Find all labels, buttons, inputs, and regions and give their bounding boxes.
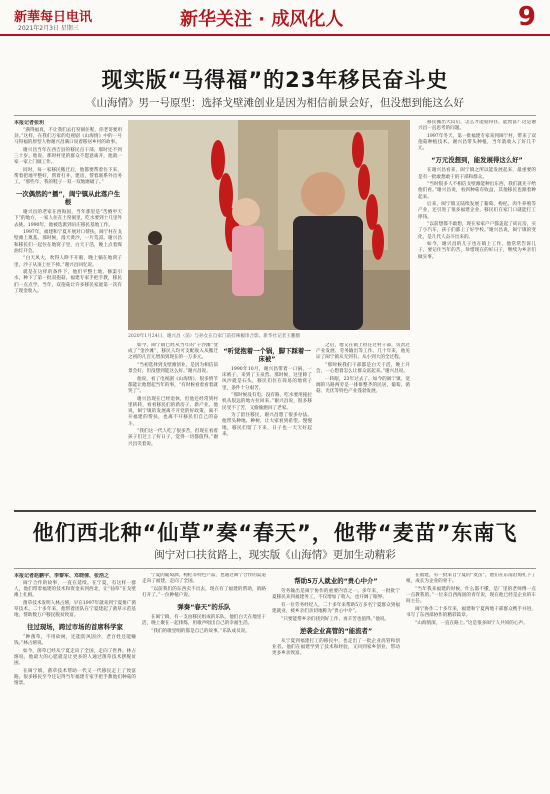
paragraph: “种菌草，不用砍树，还能防风固沙，老百姓还能赚钱。”林占熺说。 [14, 635, 136, 647]
newspaper-name: 新華每日电讯 [14, 10, 93, 25]
section-title: 新华关注 · 成风化人 [180, 9, 344, 30]
paragraph: 后来，闽宁镇又陆续发展了葡萄、枸杞、肉牛养殖等产业，还引进了很多福建企业，移民们在家门口就能打工挣钱。 [418, 202, 536, 220]
page-number: 9 [517, 2, 536, 32]
paragraph: 移民搬出大山后，怎么才能稳得住、能致富？这是谢兴昌一直思考的问题。 [418, 120, 536, 132]
paragraph: 1997年，福建和宁夏开展对口帮扶，闽宁村在戈壁滩上奠基。那时候，漫天黄沙，一片荒凉。谢兴昌和移民们一起住在地窝子里，白天干活，晚上点着煤油灯开会。 [14, 230, 122, 254]
article2-column-1 [14, 573, 136, 788]
paragraph: 就是在这样的条件下，他们平整土地、修渠引水，种下了第一批双孢菇。福建专家手把手教，移民们一点点学。当年，双孢菇让许多移民家庭第一次有了现金收入。 [14, 270, 122, 294]
article1-column-5 [418, 120, 536, 505]
paragraph: 闽宁合作的故事，一直在延续。在宁夏，有这样一群人，他们带着福建的技术和资金来到西北，让“仙草”在戈壁滩上扎根。 [14, 580, 136, 598]
paragraph: 宁夏的葡萄酒、枸杞等特色产品，也通过闽宁合作的渠道走向了福建，走向了全国。 [142, 573, 266, 585]
article1-column-3 [222, 343, 312, 508]
article1-subhead-3: “万元没想到，能发展得这么好” [431, 156, 523, 165]
paragraph: 从宁夏到福建打工的移民中，也走出了一批企业高管和创业者。他们在福建学到了技术和经验，又回到家乡创业，带动更多乡亲致富。 [272, 638, 400, 657]
paragraph: 在闽宁镇，菌草技术帮助一代又一代移民走上了致富路。很多移民至今还记得当年福建专家手把手教他们种菇的情景。 [14, 669, 136, 687]
paragraph: 谢兴昌现在已经退休，但他还经常到村里转转，看看移民们的新房子、新产业。他说，闽宁镇的发展离不开党的好政策，离不开福建的帮扶，也离不开移民们自己的奋斗。 [128, 396, 218, 427]
paragraph: 1997年冬天，第一批福建专家来到闽宁村，带来了双孢菇种植技术。谢兴昌带头种植，当年就收入了好几千元。 [418, 133, 536, 152]
paragraph: 在闽宁镇，有一支由移民组成的乐队。他们白天在地里干活，晚上聚在一起排练，用歌声唱出自己的幸福生活。 [142, 615, 266, 627]
paragraph: 在福建，有一批来自宁夏的“麦苗”，他们在东南沿海扎下了根，成长为企业的骨干。 [406, 573, 536, 585]
paragraph: 谢兴昌当年在西吉县的移民点干部，那时还不到三十岁。他说，那时村里的群众不愿意离开，他就一家一家上门做工作。 [14, 147, 122, 165]
paragraph: “当初选择到戈壁滩创业，是因为相信前景会好，但没想到能这么好。”谢兴昌说。 [128, 363, 218, 375]
article2-subhead-4: 逆袭企业高管的“能流者” [299, 626, 373, 635]
article1-byline: 本报记者张玥 [14, 120, 45, 126]
paragraph: 劳务输出是闽宁协作的重要内容之一。多年来，一批批宁夏移民来到福建务工，不仅增加了收入，也开阔了眼界。 [272, 589, 400, 601]
article1-subheadline: 《山海情》男一号原型：选择戈壁滩创业是因为相信前景会好，但没想到能这么好 [86, 97, 464, 109]
paragraph: 之后，他又在镇上担任过村干部，负责过产业发展、劳务输出等工作。几十年来，他见证了闽宁镇从无到有、从小到大的全过程。 [316, 343, 410, 361]
issue-date: 2021年2月3日 星期三 [18, 25, 79, 32]
paragraph: “只要能帮乡亲们找到好工作，再辛苦也值得。”他说。 [281, 616, 390, 622]
paragraph: “山海情深，一直在路上。”这是很多闽宁人共同的心声。 [415, 620, 528, 626]
paragraph: 有一位劳务经纪人，二十多年来帮助5万多名宁夏群众到福建就业，被乡亲们亲切地称为“贵心中介”。 [272, 602, 400, 614]
divider [14, 115, 536, 116]
article1-column-1 [14, 120, 122, 505]
article2-headline: 他们西北种“仙草”奏“春天”，他带“麦苗”东南飞 [32, 521, 518, 545]
masthead [0, 0, 550, 36]
article2-column-4 [406, 573, 536, 788]
paragraph: “当年我来福建的时候，什么都不懂，是厂里的老师傅一点一点教我的。”一位来自西海固的青年说，现在他已经是企业的车间主任。 [406, 586, 536, 605]
paragraph: 在谢兴昌看来，闽宁镇之所以能发展起来，最重要的是有一批敢想敢干的干部和群众。 [418, 168, 536, 180]
article2-subhead-3: 帮助5万人就业的“贵心中介” [294, 577, 378, 585]
paragraph: “以前想都不敢想，现在家家户户都盖起了砖瓦房，买了小汽车，孩子们都上了好学校。”谢兴昌说，闽宁镇的变化，是几代人奋斗出来的。 [418, 222, 536, 240]
article1-subhead-1: 一次偶然的“播”，闽宁镇从此落户生根 [15, 190, 121, 207]
paragraph: 如今，谢兴昌的儿子也在镇上工作。他常常告诉儿子，要记住当年的苦，珍惜现在的好日子，继续为乡亲们做实事。 [418, 242, 536, 260]
paragraph: “那时候我们干部都是白天干活，晚上开会，一心想着怎么让群众富起来。”谢兴昌说。 [316, 363, 410, 375]
article2-subhead-2: 弹奏“春天”的乐队 [177, 603, 231, 612]
paragraph: 菌草技术发明人林占熺，早在1997年就来到宁夏推广菌草技术。二十多年来，他带着团队在宁夏建起了菌草示范基地，帮助数万户移民脱贫致富。 [14, 600, 136, 618]
article2-subhead-1: 往过现场，跨过市场的首席科学家 [27, 623, 123, 632]
paragraph: 闽宁协作二十多年来，福建和宁夏两地干部群众携手并进，书写了东西部协作的精彩篇章。 [406, 606, 536, 618]
paragraph: “白天风大，吹得人睁不开眼，晚上躺在地窝子里，沙子从顶上往下掉。”谢兴昌回忆说。 [14, 256, 122, 268]
paragraph: 一转眼，23年过去了。如今的闽宁镇，宽阔的马路两旁是一排排整齐的民居，葡萄、菌菇、光伏等特色产业蓬勃发展。 [316, 376, 410, 395]
article1-column-4 [316, 343, 410, 508]
paragraph: “我们这一代人吃了很多苦，但现在看着孩子们过上了好日子，觉得一切都值得。”谢兴昌笑着说。 [128, 429, 218, 447]
article1-column-2 [128, 343, 218, 508]
paragraph: 如今，闽宁镇已经从当年的“干沙滩”变成了“金沙滩”，移民人均可支配收入从搬迁之初的几百元增加到现在的一万多元。 [128, 343, 218, 361]
divider [14, 510, 536, 512]
paragraph: 他说，看了电视剧《山海情》，很多情节都能让他想起当年的事，“有时候看着看着就哭了”。 [128, 376, 218, 395]
paragraph: “我们的歌里唱的都是自己的故事。”乐队成员说。 [151, 629, 250, 634]
article2-column-2 [142, 573, 266, 788]
article1-headline: 现实版“马得福”的23年移民奋斗史 [101, 68, 449, 92]
divider [14, 568, 536, 569]
article1-photo [128, 120, 410, 330]
article1-subhead-2: “听觉抱着一个锅，脚下踩着一床被” [223, 347, 311, 363]
paragraph: “当时很多人不相信戈壁滩能种出东西，我们就先干给他们看。”谢兴昌说，看到种菇有收益，其他移民也跟着种起来。 [418, 182, 536, 200]
article2-subheadline: 闽宁对口扶贫路上，现实版《山海情》更加生动精彩 [154, 549, 396, 561]
photo-caption: 2020年1月24日，谢兴昌（前）与孙女在自家门前挂辣椒串合影。新华社记者王鹏摄 [128, 334, 301, 339]
paragraph: “以前我们的东西卖不出去，现在有了福建的帮助，销路打开了。”一位种植户说。 [142, 586, 266, 598]
paragraph: 1990年10月，谢兴昌带着一口锅、一床被子，来到了玉泉营。那时候，这里除了风沙就是石头，移民们住在简易的地窝子里，条件十分艰苦。 [222, 367, 312, 391]
paragraph: 谢兴昌的老家在西海固，当年那里是“苦瘠甲天下”的地方，一家人住在土窑洞里，吃水要到十几里外去挑。1990年，他被选派到吊庄移民基地工作。 [14, 210, 122, 228]
article2-column-3 [272, 573, 400, 788]
paragraph: “那时候没有电，没有路，吃水要用拖拉机从很远的地方拉回来。”谢兴昌说，很多移民受不了苦，又偷偷跑回了老家。 [222, 393, 312, 411]
paragraph: 如今，菌草已经从宁夏走向了全国，走向了世界。林占熺说，他最大的心愿就是让更多的人通过菌草技术摆脱贫困。 [14, 649, 136, 667]
paragraph: 同时，每一家移民搬迁后，他都要帮着住下来，帮着把地平整好，帮着打井、建房，帮着联系外出务工。“那些年，我的鞋子一双一双地磨破了。” [14, 167, 122, 185]
paragraph: “满得福真，不让我们去打窑洞住呢，你老哥要用劲。”这样，在我们万家的电视剧《山海情》中的一号马得福的原型人物谢兴昌满口说着移居乡村的故事。 [14, 127, 122, 145]
article2-byline: 本报记者赵鹏宇、李黎军、邓晓倩、张浩之 [14, 573, 110, 579]
paragraph: 为了留住移民，谢兴昌想了很多办法。他带头种地、种树，让大家看到希望。慢慢地，移民们留了下来，日子也一天天好起来。 [222, 413, 312, 437]
